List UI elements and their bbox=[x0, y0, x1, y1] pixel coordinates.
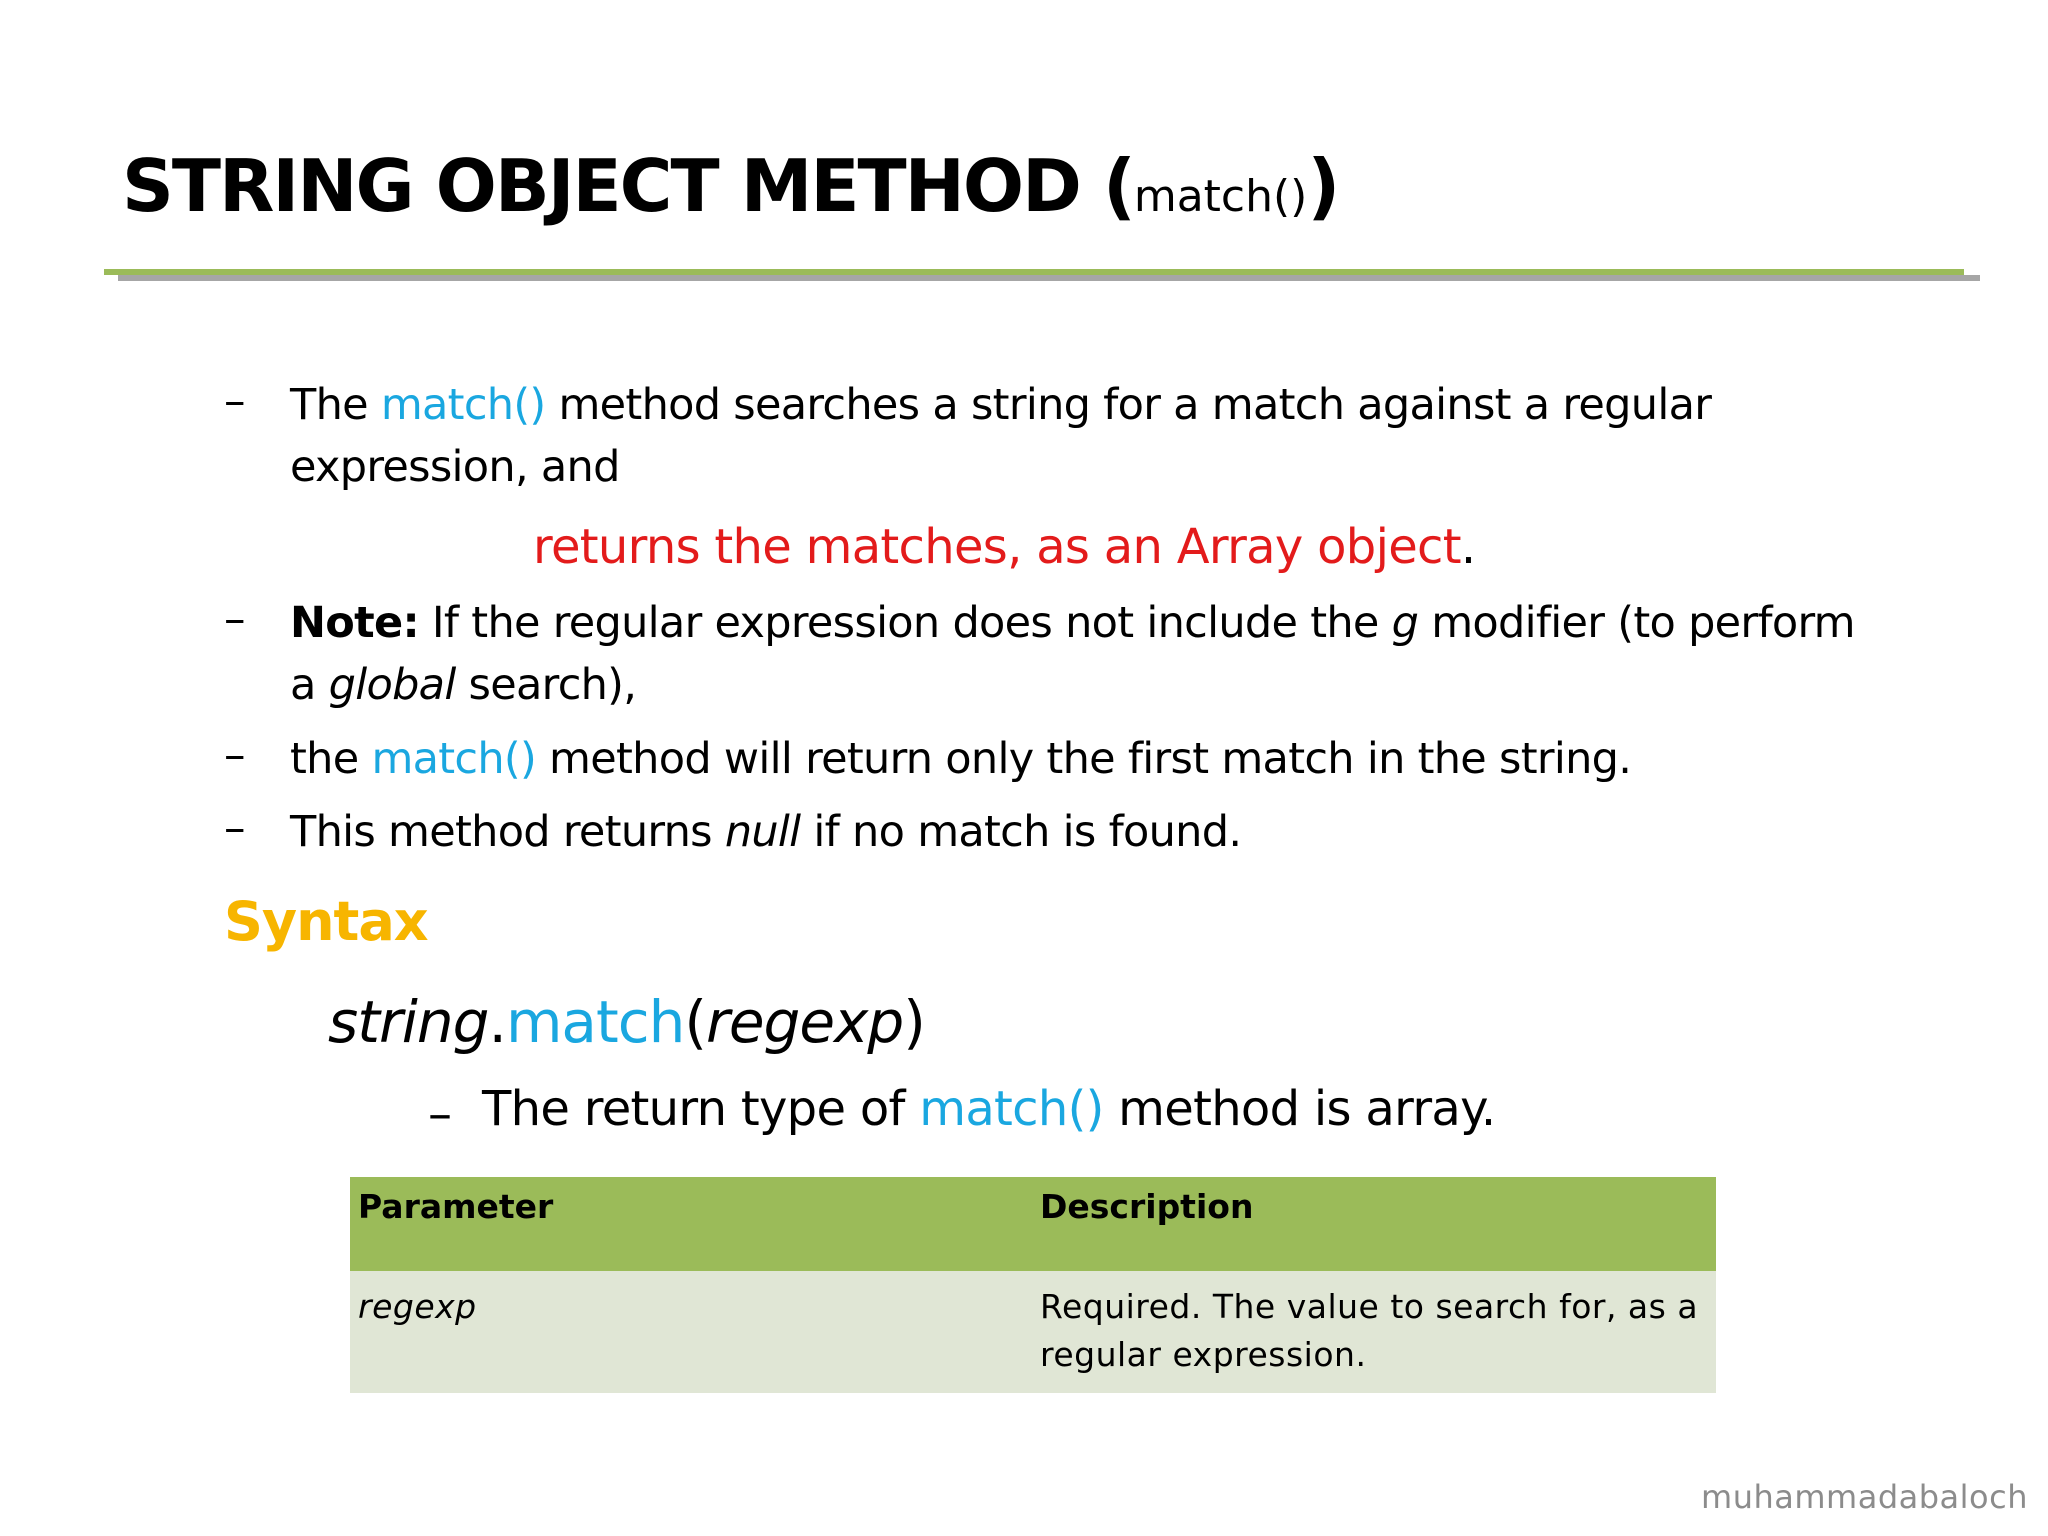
text: The bbox=[290, 380, 381, 430]
text: a bbox=[290, 660, 329, 710]
text: The return type of bbox=[482, 1081, 920, 1137]
bullet-dash: – bbox=[224, 376, 246, 426]
text: null bbox=[724, 807, 801, 857]
text: method is array. bbox=[1103, 1081, 1496, 1137]
text: modifier (to perform bbox=[1418, 598, 1855, 648]
table-header-row bbox=[350, 1177, 1716, 1271]
text: method will return only the first match in the string. bbox=[536, 734, 1632, 784]
text: search), bbox=[455, 660, 637, 710]
cell-description: Required. The value to search for, as a regular expression. bbox=[1032, 1271, 1716, 1393]
table-row bbox=[350, 1271, 1716, 1393]
watermark: muhammadabaloch bbox=[1701, 1478, 2028, 1516]
title-underline-shadow bbox=[118, 275, 1980, 281]
bullet-match-description bbox=[290, 374, 1711, 498]
text: ( bbox=[684, 988, 707, 1056]
text: expression, and bbox=[290, 442, 620, 492]
bullet-null bbox=[290, 801, 1241, 863]
return-type-note bbox=[482, 1078, 1495, 1140]
note-label: Note: bbox=[290, 598, 419, 648]
bullet-dash: – bbox=[224, 803, 246, 853]
title-close: ) bbox=[1307, 144, 1339, 228]
syntax-signature bbox=[328, 988, 925, 1056]
text: This method returns bbox=[290, 807, 725, 857]
text: method searches a string for a match against a regular bbox=[545, 380, 1712, 430]
syntax-heading: Syntax bbox=[224, 890, 428, 953]
title-underline bbox=[104, 269, 1964, 275]
title-method: match() bbox=[1133, 171, 1308, 222]
text: . bbox=[488, 988, 506, 1056]
column-header-parameter: Parameter bbox=[350, 1177, 1032, 1271]
bullet-first-match bbox=[290, 728, 1631, 790]
text: global bbox=[328, 660, 456, 710]
text: . bbox=[1460, 519, 1476, 575]
keyword-match: match() bbox=[919, 1081, 1104, 1137]
text: if no match is found. bbox=[800, 807, 1242, 857]
bullet-note bbox=[290, 592, 1855, 716]
bullet-dash: – bbox=[428, 1086, 452, 1142]
column-header-description: Description bbox=[1032, 1177, 1716, 1271]
text: string bbox=[328, 988, 489, 1056]
keyword-match: match bbox=[505, 988, 685, 1056]
parameter-table bbox=[350, 1177, 1716, 1393]
bullet-dash: – bbox=[224, 730, 246, 780]
title-main: STRING OBJECT METHOD ( bbox=[122, 144, 1134, 228]
returns-line bbox=[533, 516, 1475, 578]
keyword-match: match() bbox=[380, 380, 546, 430]
keyword-match: match() bbox=[371, 734, 537, 784]
text: the bbox=[290, 734, 372, 784]
text: If the regular expression does not include the bbox=[418, 598, 1392, 648]
slide-title bbox=[122, 144, 1339, 228]
text: ) bbox=[903, 988, 925, 1056]
cell-parameter: regexp bbox=[350, 1271, 1032, 1393]
returns-highlight: returns the matches, as an Array object bbox=[533, 519, 1461, 575]
text: regexp bbox=[706, 988, 904, 1056]
text: g bbox=[1391, 598, 1419, 648]
bullet-dash: – bbox=[224, 594, 246, 644]
